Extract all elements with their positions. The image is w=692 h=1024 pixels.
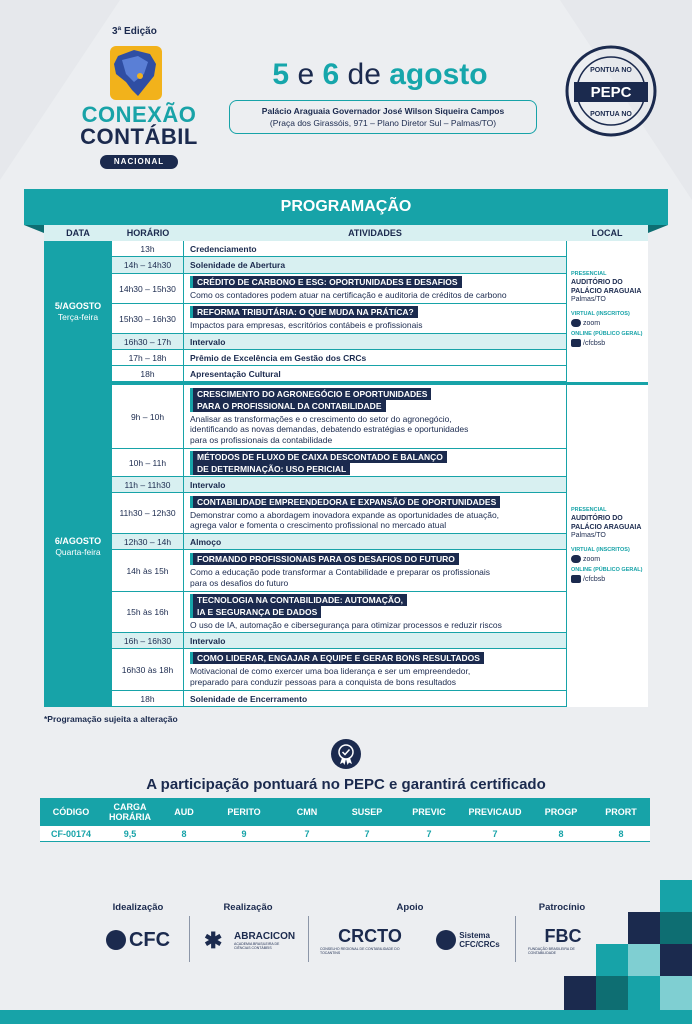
table-row bbox=[112, 350, 566, 366]
row-title: REFORMA TRIBUTÁRIA: O QUE MUDA NA PRÁTICA? bbox=[190, 306, 418, 318]
label-patrocinio: Patrocínio bbox=[538, 902, 586, 913]
pepc-header-cell: CÓDIGO bbox=[52, 807, 90, 817]
row-time: 11h – 11h30 bbox=[112, 477, 184, 492]
edition-label: 3ª Edição bbox=[112, 26, 157, 37]
decor-square bbox=[660, 880, 692, 912]
banner-fold bbox=[24, 225, 44, 233]
date-and: e bbox=[297, 58, 315, 91]
column-date: DATA bbox=[66, 228, 90, 238]
cfc-logo-text: CFC bbox=[128, 928, 171, 951]
logo-line-2: CONTÁBIL bbox=[80, 124, 198, 149]
local-online: ONLINE (PÚBLICO GERAL) bbox=[571, 567, 643, 573]
pepc-header-cell: PREVIC bbox=[412, 807, 446, 817]
row-title: CRESCIMENTO DO AGRONEGÓCIO E OPORTUNIDADES bbox=[190, 388, 431, 400]
sistema-logo-line-1: Sistema bbox=[459, 931, 490, 940]
row-title: IA E SEGURANÇA DE DADOS bbox=[190, 606, 321, 618]
pepc-header-cell: AUD bbox=[174, 807, 194, 817]
local-city: Palmas/TO bbox=[571, 296, 606, 303]
table-row bbox=[112, 385, 566, 449]
local-place-line-2: PALÁCIO ARAGUAIA bbox=[571, 287, 642, 295]
row-description: preparado para conduzir pessoas para a conquista de bons resultados bbox=[190, 676, 457, 687]
column-local: LOCAL bbox=[591, 228, 623, 238]
pepc-header-cell: PREVICAUD bbox=[468, 807, 522, 817]
stamp-bottom-text: PONTUA NO bbox=[590, 111, 632, 118]
crcto-logo-text: CRCTO bbox=[338, 925, 402, 946]
table-row bbox=[112, 633, 566, 649]
row-description: Motivacional de como exercer uma boa liderança e ser um empreendedor, bbox=[190, 666, 471, 676]
abracicon-logo bbox=[200, 924, 296, 956]
decor-square bbox=[596, 944, 628, 976]
row-time: 14h às 15h bbox=[112, 550, 184, 591]
row-description: Demonstrar como a abordagem inovadora expande as oportunidades de atuação, bbox=[190, 509, 500, 520]
pepc-value-cell: 9 bbox=[241, 828, 247, 839]
pepc-title: A participação pontuará no PEPC e garantirá certificado bbox=[146, 776, 546, 793]
local-cell-day-1 bbox=[566, 241, 648, 382]
table-row bbox=[112, 550, 566, 592]
abracicon-logo-text: ABRACICON bbox=[234, 930, 296, 942]
row-time: 17h – 18h bbox=[112, 350, 184, 365]
youtube-icon bbox=[571, 339, 581, 347]
pepc-value-cell: 8 bbox=[618, 828, 624, 839]
day-2-weekday: Quarta-feira bbox=[55, 546, 101, 557]
bottom-bar bbox=[0, 1010, 692, 1024]
row-title: Intervalo bbox=[190, 336, 226, 347]
pepc-value-cell: 8 bbox=[558, 828, 564, 839]
row-time: 14h – 14h30 bbox=[112, 257, 184, 273]
row-description: Como a educação pode transformar a Contabilidade e preparar os profissionais bbox=[190, 567, 491, 577]
stamp-top-text: PONTUA NO bbox=[590, 67, 632, 74]
local-zoom: zoom bbox=[583, 319, 601, 327]
pepc-value-cell: 7 bbox=[364, 828, 370, 839]
cfc-logo-icon bbox=[106, 930, 126, 950]
sponsor-divider bbox=[515, 916, 516, 962]
row-title: Intervalo bbox=[190, 479, 226, 490]
decor-square bbox=[628, 944, 660, 976]
local-place-line-1: AUDITÓRIO DO bbox=[571, 279, 623, 286]
row-description: identificando as novas demandas, debatendo estratégias e oportunidades bbox=[190, 424, 469, 435]
local-channel: /cfcbsb bbox=[583, 575, 606, 583]
local-online: ONLINE (PÚBLICO GERAL) bbox=[571, 331, 643, 337]
row-time: 11h30 – 12h30 bbox=[112, 493, 184, 533]
column-time: HORÁRIO bbox=[126, 228, 170, 238]
logo-badge: NACIONAL bbox=[100, 155, 178, 169]
fbc-logo-text: FBC bbox=[544, 925, 582, 946]
row-title: DE DETERMINAÇÃO: USO PERICIAL bbox=[190, 463, 350, 475]
row-title: CRÉDITO DE CARBONO E ESG: OPORTUNIDADES E DESAFIOS bbox=[190, 276, 462, 288]
sistema-logo-line-2: CFC/CRCs bbox=[459, 940, 500, 949]
venue-box bbox=[229, 100, 537, 134]
pepc-value-cell: 7 bbox=[492, 828, 498, 839]
local-city: Palmas/TO bbox=[571, 532, 606, 539]
local-cell-day-2 bbox=[566, 385, 648, 707]
row-title: Solenidade de Abertura bbox=[190, 260, 286, 270]
row-time: 16h – 16h30 bbox=[112, 633, 184, 648]
row-time: 12h30 – 14h bbox=[112, 534, 184, 549]
table-row bbox=[112, 493, 566, 534]
decor-square bbox=[660, 976, 692, 1010]
pepc-value-cell: CF-00174 bbox=[50, 828, 92, 839]
row-description: Analisar as transformações e o crescimento do setor do agronegócio, bbox=[190, 413, 452, 424]
local-zoom: zoom bbox=[583, 555, 601, 563]
decor-square bbox=[564, 976, 596, 1010]
table-row bbox=[112, 334, 566, 350]
crcto-logo bbox=[320, 924, 420, 956]
sistema-logo bbox=[432, 924, 504, 956]
date-month: agosto bbox=[389, 58, 488, 91]
label-apoio: Apoio bbox=[396, 902, 424, 913]
certificate-medal-icon bbox=[330, 738, 362, 770]
venue-address: (Praça dos Girassóis, 971 – Plano Diretor Sul – Palmas/TO) bbox=[269, 118, 497, 128]
table-row bbox=[112, 274, 566, 304]
sistema-logo-icon bbox=[436, 930, 456, 950]
label-idealizacao: Idealização bbox=[112, 902, 164, 913]
logo-title bbox=[76, 104, 202, 148]
row-title: Almoço bbox=[190, 536, 222, 547]
background-shape bbox=[0, 0, 120, 180]
brazil-map-icon bbox=[104, 42, 168, 104]
pepc-header-cell: CMN bbox=[296, 807, 318, 817]
pepc-header-cell: PERITO bbox=[227, 807, 261, 817]
local-presencial: PRESENCIAL bbox=[571, 271, 607, 277]
row-time: 13h bbox=[112, 241, 184, 256]
day-1-date: 5/AGOSTO bbox=[54, 301, 102, 311]
local-virtual: VIRTUAL (INSCRITOS) bbox=[571, 547, 630, 553]
row-title: TECNOLOGIA NA CONTABILIDADE: AUTOMAÇÃO, bbox=[190, 594, 407, 606]
pepc-value-cell: 8 bbox=[181, 828, 187, 839]
stamp-center-text: PEPC bbox=[590, 84, 632, 101]
table-row bbox=[112, 241, 566, 257]
decor-square bbox=[660, 912, 692, 944]
sponsor-divider bbox=[189, 916, 190, 962]
local-place-line-1: AUDITÓRIO DO bbox=[571, 515, 623, 522]
row-title: MÉTODOS DE FLUXO DE CAIXA DESCONTADO E BALANÇO bbox=[190, 451, 447, 463]
row-title: Intervalo bbox=[190, 635, 226, 646]
date-day-2: 6 bbox=[322, 58, 340, 91]
row-time: 15h30 – 16h30 bbox=[112, 304, 184, 333]
day-2-date: 6/AGOSTO bbox=[54, 535, 102, 546]
table-row bbox=[112, 257, 566, 274]
table-row bbox=[112, 477, 566, 493]
event-dates bbox=[230, 58, 530, 92]
row-description: Impactos para empresas, escritórios contábeis e profissionais bbox=[190, 320, 423, 331]
program-note: *Programação sujeita a alteração bbox=[44, 714, 178, 724]
table-row bbox=[112, 366, 566, 382]
fbc-logo bbox=[528, 924, 598, 956]
pepc-value-cell: 7 bbox=[426, 828, 432, 839]
logo-line-1: CONEXÃO bbox=[81, 102, 197, 127]
row-title: FORMANDO PROFISSIONAIS PARA OS DESAFIOS DO FUTURO bbox=[190, 553, 459, 565]
pepc-value-row bbox=[40, 826, 650, 842]
row-description: Como os contadores podem atuar na certificação e auditoria de créditos de carbono bbox=[190, 290, 507, 301]
pepc-value-cell: 9,5 bbox=[123, 828, 137, 839]
decor-square bbox=[596, 976, 628, 1010]
decor-square bbox=[628, 976, 660, 1010]
venue-name: Palácio Araguaia Governador José Wilson Siqueira Campos bbox=[261, 106, 505, 116]
row-time: 10h – 11h bbox=[112, 449, 184, 476]
program-title: PROGRAMAÇÃO bbox=[24, 189, 668, 225]
table-row bbox=[112, 304, 566, 334]
table-row bbox=[112, 592, 566, 633]
pepc-header-cell: PROGP bbox=[544, 807, 578, 817]
row-title: CONTABILIDADE EMPREENDEDORA E EXPANSÃO DE OPORTUNIDADES bbox=[190, 496, 500, 508]
pepc-value-cell: 7 bbox=[304, 828, 310, 839]
pepc-header-row bbox=[40, 798, 650, 826]
row-description: agrega valor e fomenta o crescimento profissional no mercado atual bbox=[190, 520, 447, 530]
table-row bbox=[112, 449, 566, 477]
row-time: 16h30 às 18h bbox=[112, 649, 184, 690]
pepc-table bbox=[40, 798, 650, 842]
crcto-logo-subtext: CONSELHO REGIONAL DE CONTABILIDADE DO TOCANTINS bbox=[320, 946, 400, 955]
row-description: para os desafios do futuro bbox=[190, 577, 289, 588]
fbc-logo-subtext: FUNDAÇÃO BRASILEIRA DE CONTABILIDADE bbox=[528, 946, 575, 955]
sponsor-divider bbox=[308, 916, 309, 962]
pepc-stamp-icon bbox=[564, 44, 658, 138]
abracicon-logo-subtext: ACADEMIA BRASILEIRA DE CIÊNCIAS CONTÁBEIS bbox=[234, 941, 280, 950]
day-2-cell bbox=[44, 385, 112, 707]
row-time: 18h bbox=[112, 366, 184, 381]
banner-fold bbox=[648, 225, 668, 233]
decor-square bbox=[660, 944, 692, 976]
youtube-icon bbox=[571, 575, 581, 583]
row-description: para os profissionais da contabilidade bbox=[190, 434, 333, 445]
row-title: Solenidade de Encerramento bbox=[190, 693, 308, 704]
zoom-icon bbox=[571, 319, 581, 327]
table-row bbox=[112, 649, 566, 691]
row-title: Prêmio de Excelência em Gestão dos CRCs bbox=[190, 352, 367, 363]
date-de: de bbox=[347, 58, 381, 91]
day-1-cell bbox=[44, 241, 112, 382]
pepc-header-cell: SUSEP bbox=[351, 807, 383, 817]
local-channel: /cfcbsb bbox=[583, 339, 606, 347]
abracicon-logo-icon: ✱ bbox=[204, 928, 223, 953]
local-virtual: VIRTUAL (INSCRITOS) bbox=[571, 311, 630, 317]
row-time: 16h30 – 17h bbox=[112, 334, 184, 349]
zoom-icon bbox=[571, 555, 581, 563]
row-description: O uso de IA, automação e cibersegurança para otimizar processos e reduzir riscos bbox=[190, 619, 502, 630]
row-time: 15h às 16h bbox=[112, 592, 184, 632]
date-day-1: 5 bbox=[272, 58, 290, 91]
row-time: 18h bbox=[112, 691, 184, 706]
day-1-weekday: Terça-feira bbox=[57, 312, 99, 322]
row-title: Apresentação Cultural bbox=[190, 368, 281, 379]
local-place-line-2: PALÁCIO ARAGUAIA bbox=[571, 523, 642, 531]
decor-square bbox=[628, 912, 660, 944]
label-realizacao: Realização bbox=[223, 902, 273, 913]
row-time: 14h30 – 15h30 bbox=[112, 274, 184, 303]
row-title: PARA O PROFISSIONAL DA CONTABILIDADE bbox=[190, 400, 386, 412]
row-time: 9h – 10h bbox=[112, 385, 184, 448]
pepc-header-cell: CARGA HORÁRIA bbox=[109, 802, 151, 822]
local-presencial: PRESENCIAL bbox=[571, 507, 607, 513]
row-title: Credenciamento bbox=[190, 243, 257, 254]
row-title: COMO LIDERAR, ENGAJAR A EQUIPE E GERAR BONS RESULTADOS bbox=[190, 652, 484, 664]
table-row bbox=[112, 534, 566, 550]
cfc-logo bbox=[100, 924, 176, 956]
table-row bbox=[112, 691, 566, 707]
column-activities: ATIVIDADES bbox=[348, 228, 402, 238]
pepc-header-cell: PRORT bbox=[605, 807, 637, 817]
